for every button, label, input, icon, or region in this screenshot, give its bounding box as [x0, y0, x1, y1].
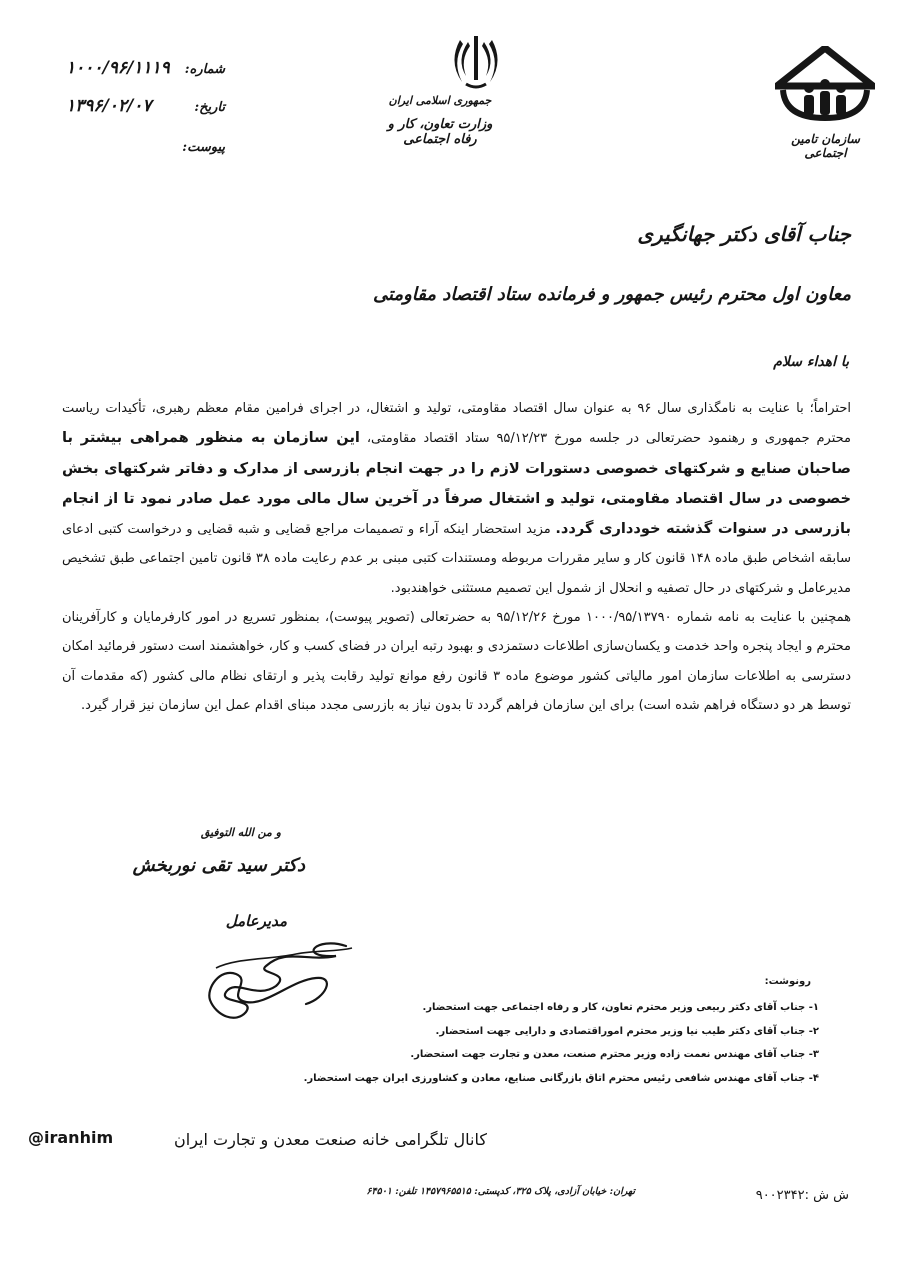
- number-label: شماره:: [184, 62, 225, 77]
- closing-phrase: و من الله التوفیق: [200, 826, 281, 839]
- reference-number: ش ش :۹۰۰۲۳۴۲: [755, 1188, 849, 1203]
- ministry-name: وزارت تعاون، کار و رفاه اجتماعی: [387, 117, 493, 147]
- body-p1-bold: این سازمان به منظور همراهی بیشتر با صاحبان صنایع و شرکتهای خصوصی دستورات لازم را در جهت انجام بازرسی از مدارک و دفاتر شرکتهای بخش خصوصی در سال اقتصاد مقاومتی، تولید و اشتغال صرفاً در آخرین سال مالی مورد عمل صادر نمود تا از انجام بازرسی در سنوات گذشته خودداری گردد.: [62, 429, 851, 538]
- iran-emblem-icon: [450, 32, 502, 94]
- addressee-name: جناب آقای دکتر جهانگیری: [637, 222, 851, 246]
- number-value: ۱۰۰۰/۹۶/۱۱۱۹: [66, 58, 170, 78]
- body-p1-intro: احتراماً؛ با عنایت به نامگذاری سال ۹۶ به عنوان سال اقتصاد مقاومتی، تولید و اشتغال، در اجرای فرامین مقام معظم رهبری، تأکیدات ریاست محترم جمهوری و رهنمود حضرتعالی در جلسه مورخ ۹۵/۱۲/۲۳ ستاد اقتصاد مقاومتی،: [62, 401, 852, 447]
- signer-title: مدیرعامل: [225, 912, 287, 930]
- addressee-title: معاون اول محترم رئیس جمهور و فرمانده ستاد اقتصاد مقاومتی: [373, 284, 851, 305]
- date-value: ۱۳۹۶/۰۲/۰۷: [66, 96, 152, 116]
- attachment-label: پیوست:: [182, 140, 225, 155]
- postal-address: تهران: خیابان آزادی، پلاک ۳۲۵، کدپستی: ۱۴۵۷۹۶۵۵۱۵ تلفن: ۶۴۵۰۱: [366, 1186, 635, 1197]
- telegram-channel-handle[interactable]: @iranhim: [28, 1128, 114, 1147]
- copies-title: رونوشت:: [764, 976, 811, 987]
- ministry-heading: [375, 94, 505, 147]
- copy-recipient: ۳- جناب آقای مهندس نعمت زاده وزیر محترم صنعت، معدن و تجارت جهت استحضار.: [410, 1049, 819, 1060]
- body-paragraph-2: همچنین با عنایت به نامه شماره ۱۰۰۰/۹۵/۱۳۷۹۰ مورخ ۹۵/۱۲/۲۶ به حضرتعالی (تصویر پیوست)، بمنظور تسریع در امور کارفرمایان و کارآفرینان محترم و ایجاد پنجره واحد خدمت و یکسان‌سازی اطلاعات دستمزدی و بهبود رتبه ایران در فضای کسب و کار، خواهشمند است دستور فرمائید امکان دسترسی به اطلاعات سازمان امور مالیاتی کشور موضوع ماده ۳ قانون رفع موانع تولید رقابت پذیر و ارتقای نظام مالی کشور (که مقدمات آن توسط هر دو دستگاه فراهم شده است) برای این سازمان فراهم گردد تا بدون نیاز به بازرسی مجدد مبنای اقدام عمل این سازمان نیز قرار گیرد.: [62, 610, 851, 713]
- signer-name: دکتر سید تقی نوربخش: [132, 855, 305, 876]
- copy-recipient: ۴- جناب آقای مهندس شافعی رئیس محترم اتاق بازرگانی صنایع، معادن و کشاورزی ایران جهت استحضار.: [303, 1072, 819, 1084]
- body-p1-rest: مزید استحضار اینکه آراء و تصمیمات مراجع قضایی و شبه قضایی و درخواست کتبی ادعای سابقه اشخاص طبق ماده ۱۴۸ قانون کار و سایر مقررات مربوطه ومستندات کتبی مبنی بر عدم رعایت ماده ۳۸ قانون تامین اجتماعی طبق تشخیص مدیرعامل و شرکتهای در حال تصفیه و انحلال از شمول این تصمیم مستثنی خواهندبود.: [62, 522, 851, 596]
- greeting: با اهداء سلام: [773, 354, 849, 370]
- copy-recipient: ۲- جناب آقای دکتر طیب نیا وزیر محترم اموراقتصادی و دارایی جهت استحضار.: [435, 1025, 819, 1037]
- emblem-caption: جمهوری اسلامی ایران: [388, 94, 492, 107]
- org-name: سازمان تامین اجتماعی: [791, 132, 860, 160]
- body-paragraph-1: [62, 394, 851, 603]
- telegram-channel-text: کانال تلگرامی خانه صنعت معدن و تجارت ایران: [174, 1130, 487, 1149]
- date-label: تاریخ:: [194, 100, 225, 115]
- social-security-logo-icon: [775, 46, 875, 121]
- copies-list: [219, 996, 819, 1090]
- letter-body: [62, 394, 851, 720]
- copy-recipient: ۱- جناب آقای دکتر ربیعی وزیر محترم تعاون، کار و رفاه اجتماعی جهت استحضار.: [422, 1002, 819, 1013]
